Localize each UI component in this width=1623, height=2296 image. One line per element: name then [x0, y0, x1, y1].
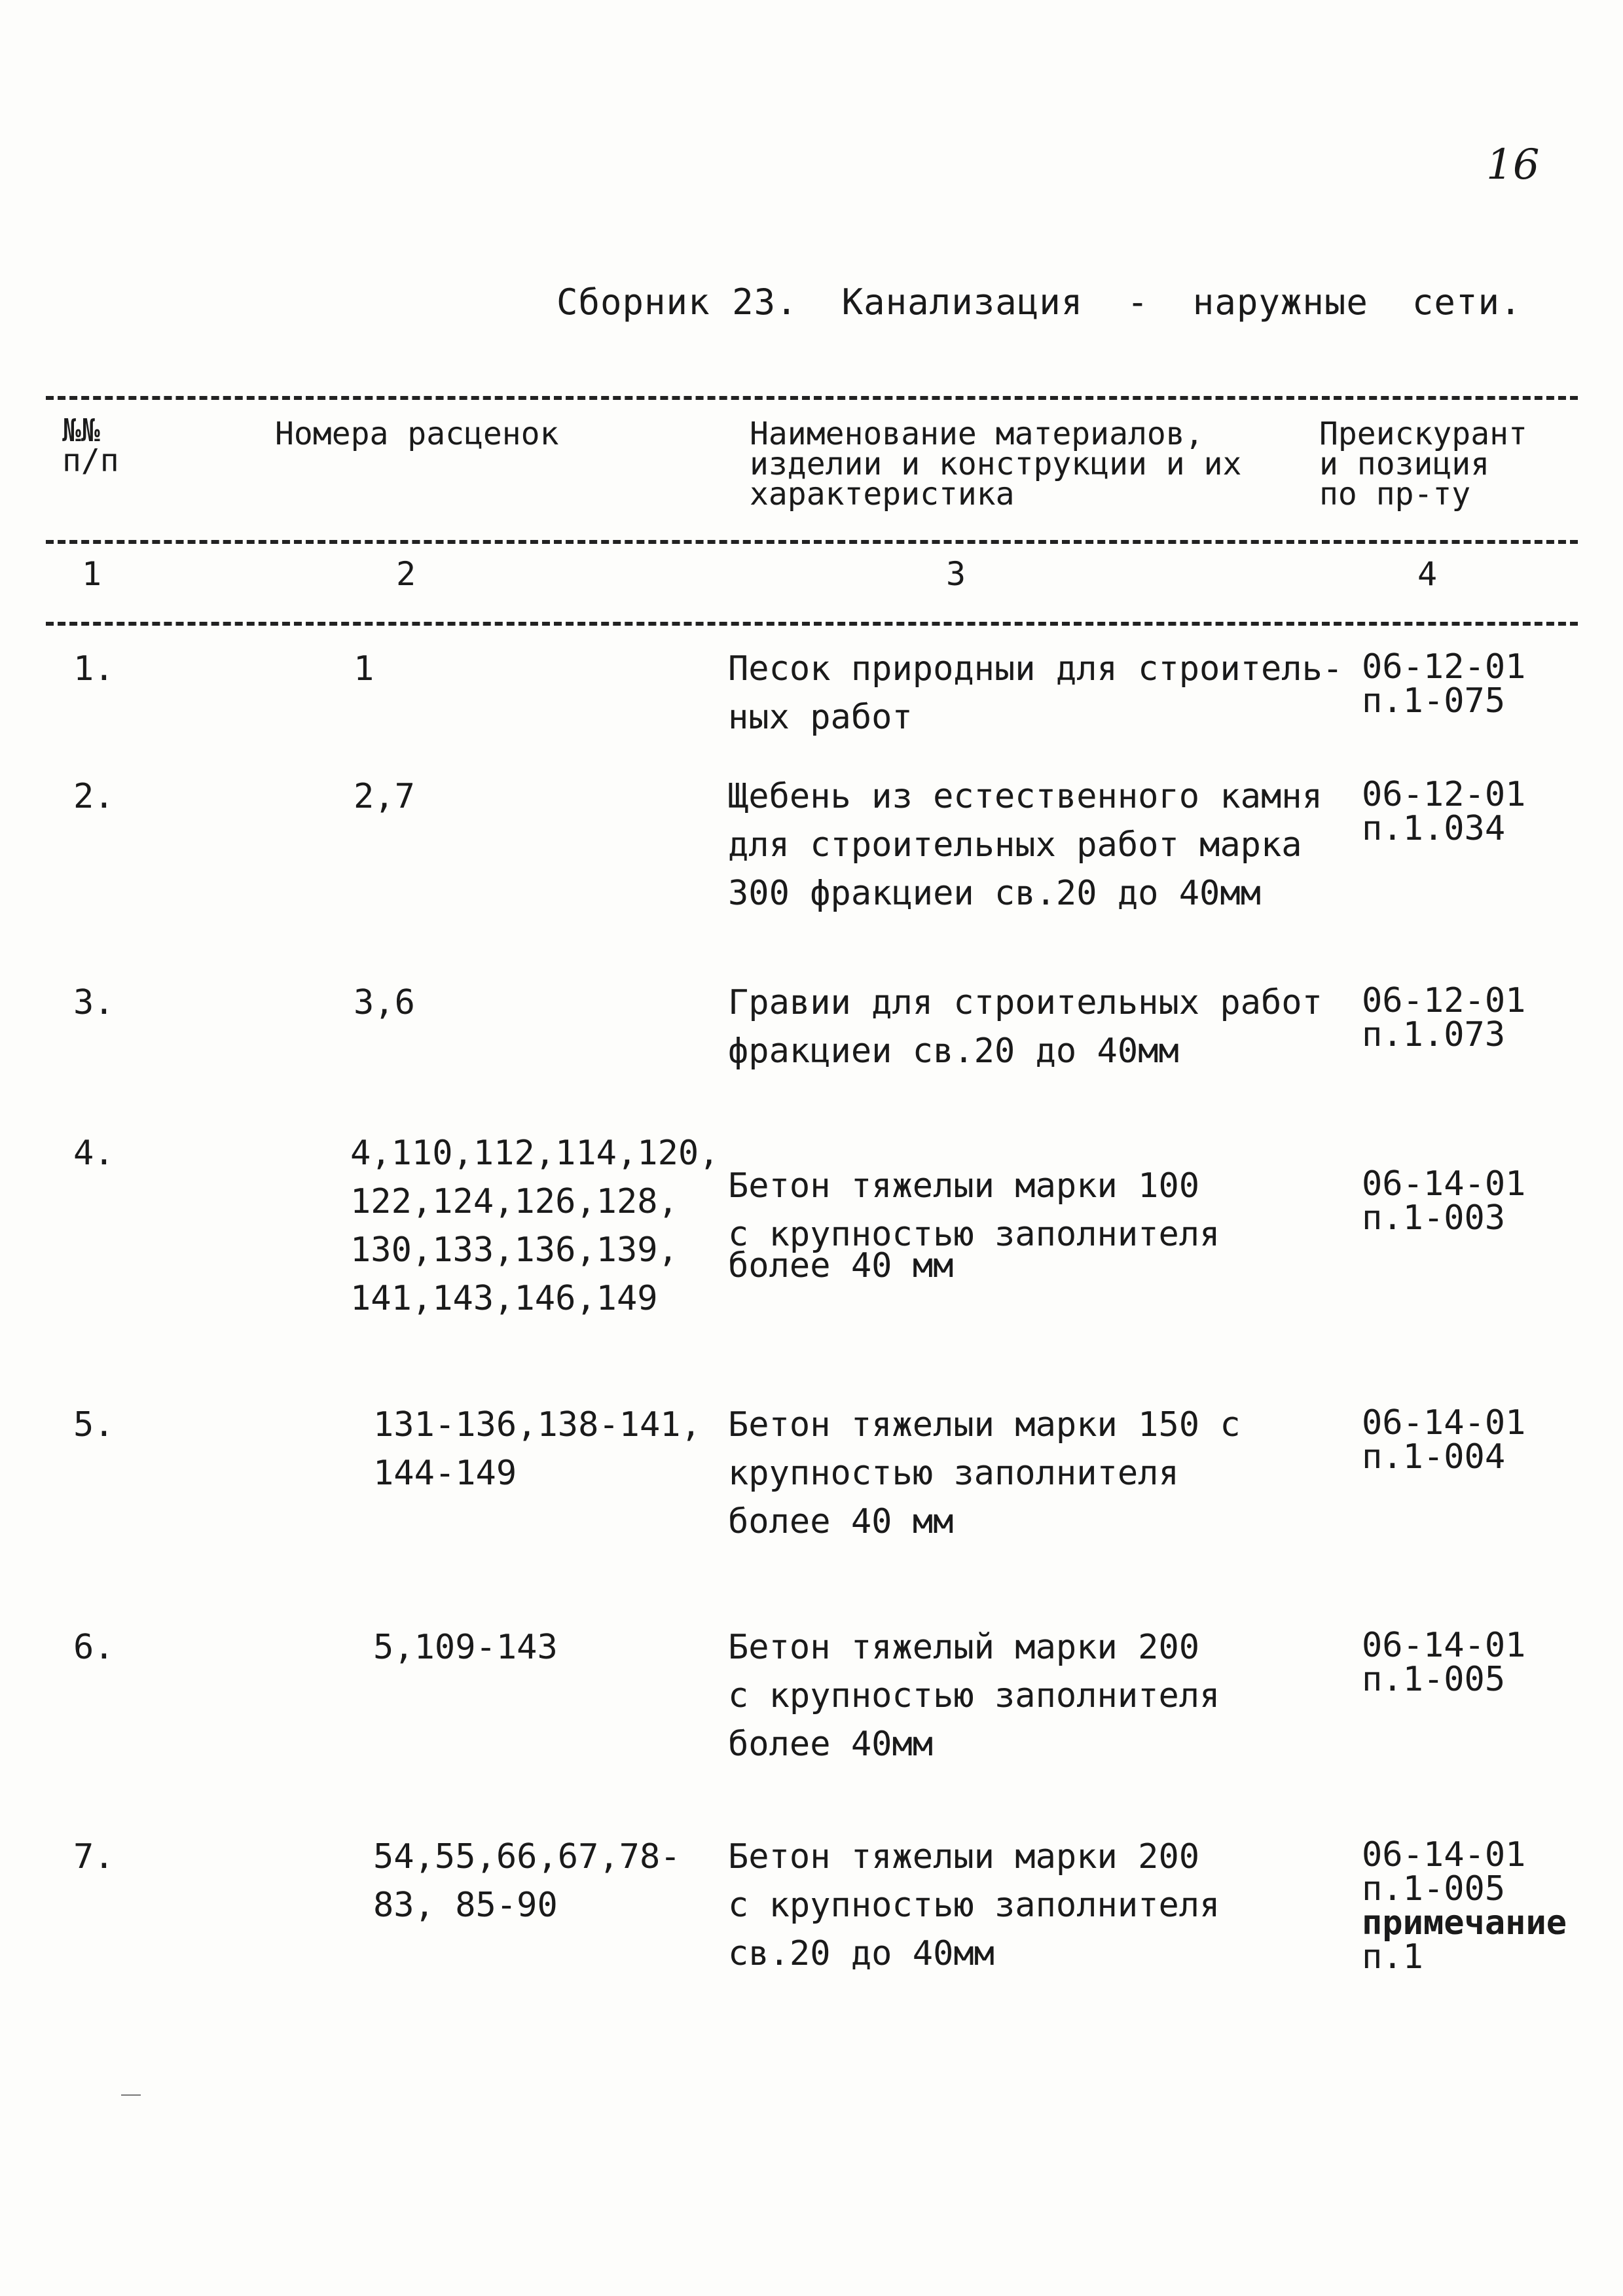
header-col-number — [62, 412, 160, 479]
name-line: Бетон тяжелыи марки 100 — [728, 1166, 1200, 1206]
header-text: п/п — [62, 442, 119, 479]
rate-line: 4,110,112,114,120, — [350, 1134, 720, 1173]
rate-line: 2,7 — [354, 777, 415, 816]
rate-numbers — [354, 978, 733, 1027]
rate-numbers — [354, 645, 733, 693]
rate-line: 144-149 — [373, 1454, 517, 1493]
row-number: 3. — [73, 983, 115, 1022]
name-line: для строительных работ марка — [728, 825, 1302, 865]
header-text: характеристика — [750, 476, 1015, 512]
name-line: 300 фракциеи св.20 до 40мм — [728, 874, 1261, 913]
row-number: 4. — [73, 1134, 115, 1173]
name-line: более 40мм — [728, 1725, 934, 1764]
rate-numbers — [350, 1129, 730, 1323]
rate-line: 131-136,138-141, — [373, 1405, 701, 1444]
price-position — [1362, 1833, 1611, 1977]
price-line: 06-12-01 — [1362, 981, 1526, 1020]
material-name — [728, 978, 1322, 1075]
rate-line: 54,55,66,67,78- — [373, 1837, 681, 1876]
row-number: 1. — [73, 649, 115, 689]
rate-line: 3,6 — [354, 983, 415, 1022]
rate-numbers — [373, 1833, 753, 1929]
price-line: п.1-003 — [1362, 1198, 1506, 1238]
name-line: ных работ — [728, 698, 913, 737]
name-line: более 40 мм — [728, 1246, 954, 1285]
price-line: 06-14-01 — [1362, 1626, 1526, 1665]
header-bottom-rule — [46, 540, 1578, 544]
material-name — [728, 645, 1343, 742]
material-name — [728, 1401, 1317, 1546]
price-line: п.1.073 — [1362, 1015, 1506, 1054]
name-line: фракциеи св.20 до 40мм — [728, 1031, 1179, 1071]
rate-numbers — [373, 1401, 753, 1498]
material-name — [728, 1162, 1317, 1290]
header-text: изделии и конструкции и их — [750, 446, 1242, 482]
price-line: 06-12-01 — [1362, 647, 1526, 687]
price-line: 06-14-01 — [1362, 1835, 1526, 1874]
price-line: п.1.034 — [1362, 809, 1506, 848]
name-line: Бетон тяжелыи марки 150 с — [728, 1405, 1241, 1444]
material-name — [728, 1623, 1317, 1768]
rate-line: 5,109-143 — [373, 1628, 558, 1667]
rate-line: 130,133,136,139, — [350, 1230, 678, 1270]
price-position — [1362, 1623, 1611, 1699]
name-line: более 40 мм — [728, 1502, 954, 1541]
name-line: Щебень из естественного камня — [728, 777, 1322, 816]
rate-numbers — [354, 772, 733, 821]
name-line: крупностью заполнителя — [728, 1454, 1179, 1493]
material-name — [728, 1833, 1317, 1978]
column-number-4: 4 — [1417, 555, 1438, 593]
price-line: п.1-075 — [1362, 681, 1506, 721]
material-name — [728, 772, 1322, 918]
rate-line: 122,124,126,128, — [350, 1182, 678, 1221]
price-line: п.1-004 — [1362, 1437, 1506, 1477]
price-line: 06-14-01 — [1362, 1164, 1526, 1204]
price-line: 06-12-01 — [1362, 775, 1526, 814]
row-number: 5. — [73, 1405, 115, 1444]
name-line: св.20 до 40мм — [728, 1934, 994, 1973]
price-position — [1362, 645, 1611, 721]
rate-line: 83, 85-90 — [373, 1886, 558, 1925]
name-line: Гравии для строительных работ — [728, 983, 1322, 1022]
header-text: Преискурант — [1319, 416, 1527, 452]
name-line: с крупностью заполнителя — [728, 1215, 1220, 1254]
price-position — [1362, 1162, 1611, 1238]
price-position — [1362, 978, 1611, 1052]
page-number: 16 — [1486, 141, 1540, 189]
rate-numbers — [373, 1623, 753, 1672]
column-numbers-rule — [46, 622, 1578, 626]
column-number-3: 3 — [945, 555, 966, 593]
price-line: 06-14-01 — [1362, 1403, 1526, 1443]
row-number: 2. — [73, 777, 115, 816]
header-text: Наименование материалов, — [750, 416, 1204, 452]
scan-mark — [121, 2094, 141, 2096]
header-col-price — [1319, 416, 1581, 512]
price-line: п.1 — [1362, 1937, 1423, 1977]
header-text: Номера расценок — [275, 416, 559, 452]
price-line: примечание — [1362, 1903, 1567, 1943]
column-number-2: 2 — [395, 555, 416, 593]
price-line: п.1-005 — [1362, 1660, 1506, 1699]
name-line: Бетон тяжелый марки 200 — [728, 1628, 1200, 1667]
rate-line: 1 — [354, 649, 374, 689]
header-text: по пр-ту — [1319, 476, 1471, 512]
name-line: с крупностью заполнителя — [728, 1676, 1220, 1715]
header-text: №№ — [62, 412, 100, 449]
price-line: п.1-005 — [1362, 1869, 1506, 1909]
column-number-1: 1 — [81, 555, 102, 593]
name-line: Песок природныи для строитель- — [728, 649, 1343, 689]
name-line: Бетон тяжелыи марки 200 — [728, 1837, 1200, 1876]
name-line: с крупностью заполнителя — [728, 1886, 1220, 1925]
row-number: 7. — [73, 1837, 115, 1876]
header-text: и позиция — [1319, 446, 1490, 482]
rate-line: 141,143,146,149 — [350, 1279, 658, 1318]
header-col-name — [750, 416, 1326, 512]
row-number: 6. — [73, 1628, 115, 1667]
table-top-rule — [46, 396, 1578, 400]
price-position — [1362, 1401, 1611, 1477]
price-position — [1362, 772, 1611, 846]
document-title: Сборник 23. Канализация - наружные сети. — [556, 281, 1522, 323]
header-col-rates — [275, 416, 668, 452]
